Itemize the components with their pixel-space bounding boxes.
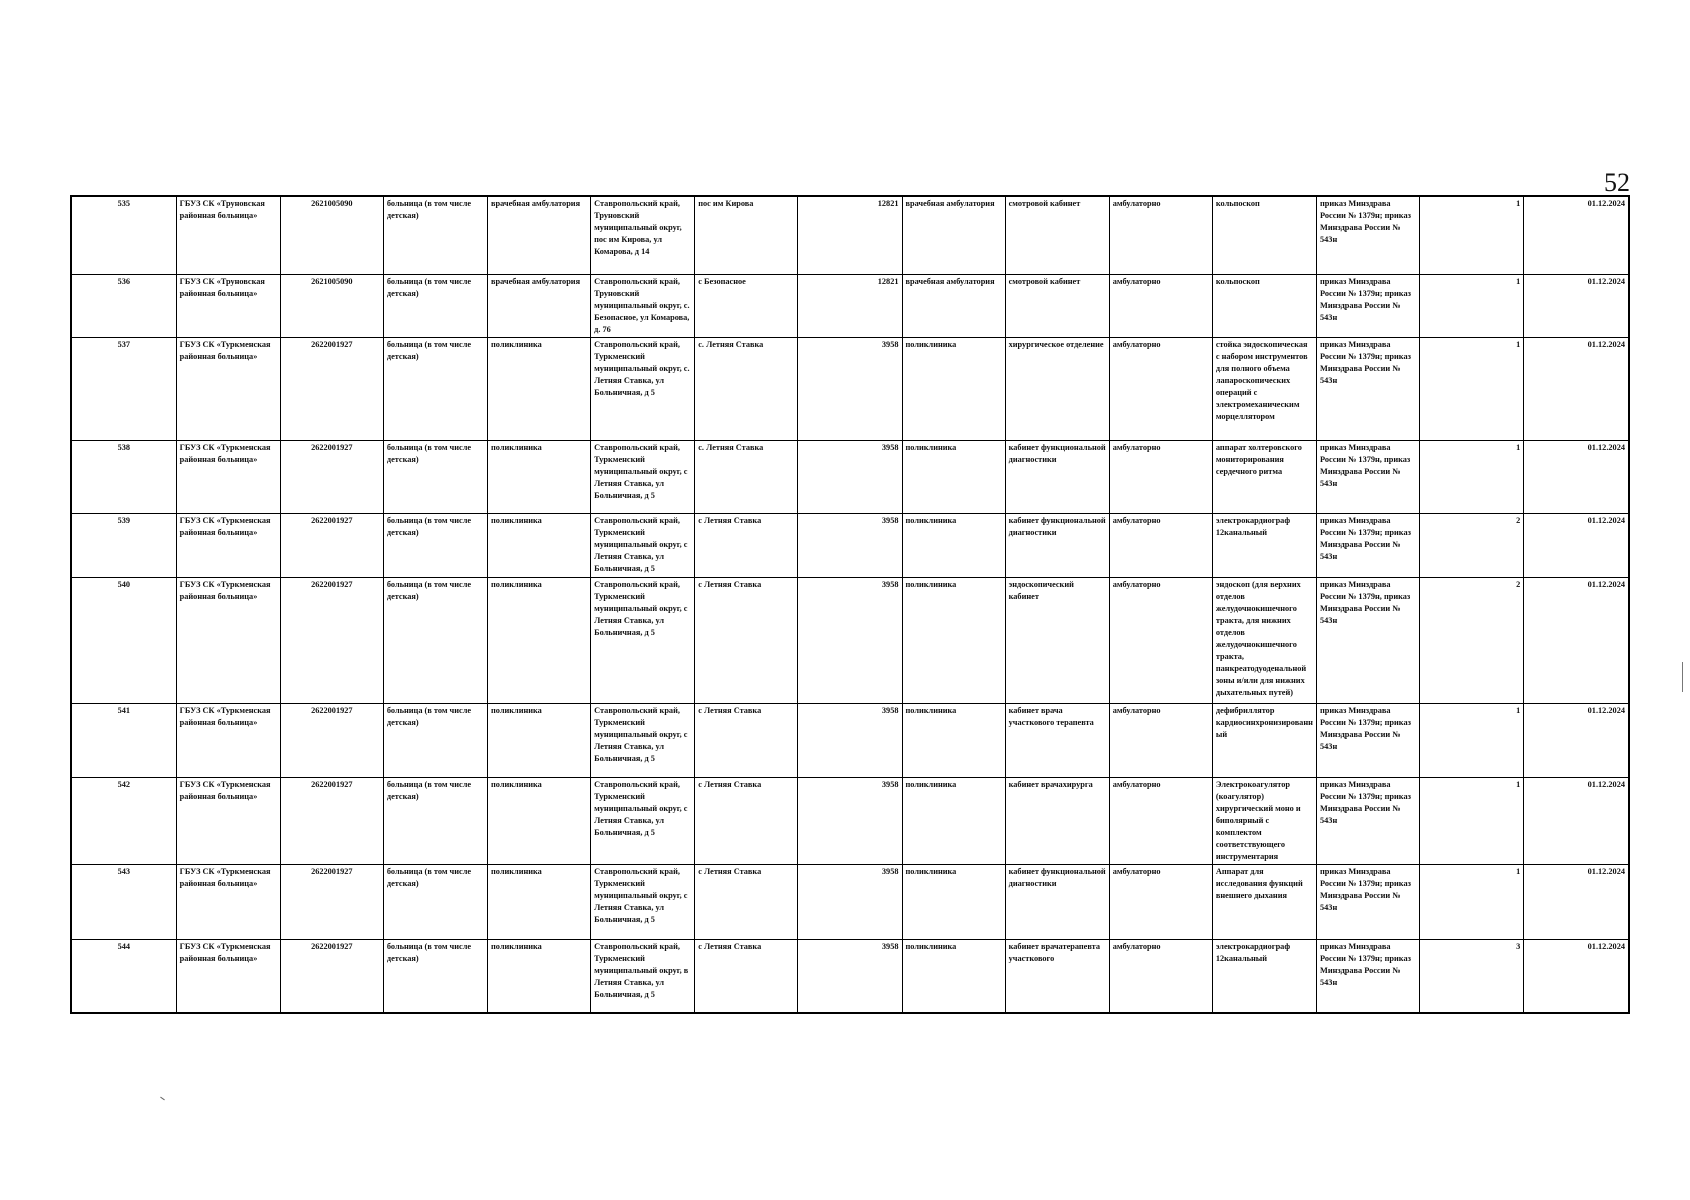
- locality-cell: с Летняя Ставка: [695, 864, 798, 939]
- page-number: 52: [1604, 168, 1630, 197]
- row-number-cell: 541: [71, 703, 176, 777]
- unit-code-cell: 3958: [798, 703, 902, 777]
- inn-cell: 2622001927: [280, 440, 383, 513]
- unit-code-cell: 3958: [798, 513, 902, 577]
- date-cell: 01.12.2024: [1524, 703, 1629, 777]
- unit-code-cell: 3958: [798, 939, 902, 1013]
- unit-type-cell: поликлиника: [488, 577, 591, 703]
- address-cell: Ставропольский край, Труновский муниципальный округ, пос им Кирова, ул Комарова, д 14: [591, 196, 695, 274]
- table-row: [71, 440, 1629, 513]
- equipment-cell: кольпоскоп: [1212, 196, 1316, 274]
- table-row: [71, 337, 1629, 440]
- legal-basis-cell: приказ Минздрава России № 1379н, приказ Минздрава России № 543н: [1317, 440, 1420, 513]
- table-row: [71, 939, 1629, 1013]
- address-cell: Ставропольский край, Туркменский муниципальный округ, с Летняя Ставка, ул Больничная, д 5: [591, 777, 695, 864]
- organization-cell: ГБУЗ СК «Туркменская районная больница»: [176, 577, 280, 703]
- unit-code-cell: 3958: [798, 864, 902, 939]
- organization-type-cell: больница (в том числе детская): [383, 703, 487, 777]
- locality-cell: пос им Кирова: [695, 196, 798, 274]
- unit-name-cell: поликлиника: [902, 513, 1005, 577]
- inn-cell: 2622001927: [280, 513, 383, 577]
- room-cell: эндоскопический кабинет: [1005, 577, 1109, 703]
- legal-basis-cell: приказ Минздрава России № 1379н; приказ Минздрава России № 543н: [1317, 196, 1420, 274]
- equipment-cell: Электрокоагулятор (коагулятор) хирургический моно и биполярный с комплектом соответствующего инструментария: [1212, 777, 1316, 864]
- inn-cell: 2622001927: [280, 703, 383, 777]
- inn-cell: 2621005090: [280, 274, 383, 337]
- care-mode-cell: амбулаторно: [1109, 274, 1212, 337]
- locality-cell: с. Летняя Ставка: [695, 440, 798, 513]
- unit-name-cell: поликлиника: [902, 939, 1005, 1013]
- organization-type-cell: больница (в том числе детская): [383, 440, 487, 513]
- unit-code-cell: 3958: [798, 577, 902, 703]
- organization-cell: ГБУЗ СК «Туркменская районная больница»: [176, 703, 280, 777]
- unit-code-cell: 3958: [798, 440, 902, 513]
- organization-type-cell: больница (в том числе детская): [383, 274, 487, 337]
- equipment-cell: Аппарат для исследования функций внешнего дыхания: [1212, 864, 1316, 939]
- date-cell: 01.12.2024: [1524, 513, 1629, 577]
- table-row: [71, 274, 1629, 337]
- organization-type-cell: больница (в том числе детская): [383, 939, 487, 1013]
- organization-type-cell: больница (в том числе детская): [383, 777, 487, 864]
- care-mode-cell: амбулаторно: [1109, 939, 1212, 1013]
- unit-name-cell: поликлиника: [902, 703, 1005, 777]
- inn-cell: 2622001927: [280, 939, 383, 1013]
- organization-cell: ГБУЗ СК «Труновская районная больница»: [176, 196, 280, 274]
- row-number-cell: 543: [71, 864, 176, 939]
- table-row: [71, 513, 1629, 577]
- equipment-cell: аппарат холтеровского мониторирования сердечного ритма: [1212, 440, 1316, 513]
- legal-basis-cell: приказ Минздрава России № 1379н; приказ Минздрава России № 543н: [1317, 274, 1420, 337]
- legal-basis-cell: приказ Минздрава России № 1379н; приказ Минздрава России № 543н: [1317, 703, 1420, 777]
- unit-name-cell: поликлиника: [902, 337, 1005, 440]
- locality-cell: с Летняя Ставка: [695, 513, 798, 577]
- row-number-cell: 542: [71, 777, 176, 864]
- room-cell: кабинет врачахирурга: [1005, 777, 1109, 864]
- unit-name-cell: поликлиника: [902, 577, 1005, 703]
- quantity-cell: 2: [1420, 577, 1524, 703]
- care-mode-cell: амбулаторно: [1109, 864, 1212, 939]
- locality-cell: с Летняя Ставка: [695, 939, 798, 1013]
- legal-basis-cell: приказ Минздрава России № 1379н; приказ Минздрава России № 543н: [1317, 939, 1420, 1013]
- table-row: [71, 864, 1629, 939]
- locality-cell: с Летняя Ставка: [695, 577, 798, 703]
- room-cell: кабинет врача участкового терапевта: [1005, 703, 1109, 777]
- inn-cell: 2621005090: [280, 196, 383, 274]
- inn-cell: 2622001927: [280, 777, 383, 864]
- unit-code-cell: 12821: [798, 196, 902, 274]
- address-cell: Ставропольский край, Туркменский муниципальный округ, с Летняя Ставка, ул Больничная, д 5: [591, 864, 695, 939]
- quantity-cell: 1: [1420, 274, 1524, 337]
- room-cell: кабинет врачатерапевта участкового: [1005, 939, 1109, 1013]
- organization-cell: ГБУЗ СК «Труновская районная больница»: [176, 274, 280, 337]
- inn-cell: 2622001927: [280, 337, 383, 440]
- quantity-cell: 1: [1420, 864, 1524, 939]
- table-row: [71, 577, 1629, 703]
- equipment-cell: кольпоскоп: [1212, 274, 1316, 337]
- organization-cell: ГБУЗ СК «Туркменская районная больница»: [176, 337, 280, 440]
- unit-type-cell: поликлиника: [488, 864, 591, 939]
- row-number-cell: 537: [71, 337, 176, 440]
- legal-basis-cell: приказ Минздрава России № 1379н; приказ Минздрава России № 543н: [1317, 513, 1420, 577]
- room-cell: смотровой кабинет: [1005, 274, 1109, 337]
- inn-cell: 2622001927: [280, 577, 383, 703]
- unit-type-cell: поликлиника: [488, 513, 591, 577]
- equipment-cell: электрокардиограф 12канальный: [1212, 513, 1316, 577]
- care-mode-cell: амбулаторно: [1109, 337, 1212, 440]
- unit-type-cell: поликлиника: [488, 939, 591, 1013]
- scan-dot: [160, 1097, 165, 1101]
- row-number-cell: 544: [71, 939, 176, 1013]
- unit-type-cell: врачебная амбулатория: [488, 196, 591, 274]
- equipment-register-table: [70, 195, 1630, 1014]
- unit-type-cell: поликлиника: [488, 703, 591, 777]
- organization-type-cell: больница (в том числе детская): [383, 864, 487, 939]
- date-cell: 01.12.2024: [1524, 864, 1629, 939]
- date-cell: 01.12.2024: [1524, 337, 1629, 440]
- address-cell: Ставропольский край, Туркменский муниципальный округ, в Летняя Ставка, ул Больничная, д 5: [591, 939, 695, 1013]
- organization-type-cell: больница (в том числе детская): [383, 196, 487, 274]
- row-number-cell: 539: [71, 513, 176, 577]
- table-row: [71, 777, 1629, 864]
- date-cell: 01.12.2024: [1524, 440, 1629, 513]
- locality-cell: с Безопасное: [695, 274, 798, 337]
- care-mode-cell: амбулаторно: [1109, 513, 1212, 577]
- care-mode-cell: амбулаторно: [1109, 703, 1212, 777]
- address-cell: Ставропольский край, Туркменский муниципальный округ, с Летняя Ставка, ул Больничная, д 5: [591, 577, 695, 703]
- room-cell: кабинет функциональной диагностики: [1005, 440, 1109, 513]
- room-cell: хирургическое отделение: [1005, 337, 1109, 440]
- date-cell: 01.12.2024: [1524, 196, 1629, 274]
- care-mode-cell: амбулаторно: [1109, 577, 1212, 703]
- unit-name-cell: врачебная амбулатория: [902, 196, 1005, 274]
- row-number-cell: 540: [71, 577, 176, 703]
- legal-basis-cell: приказ Минздрава России № 1379н, приказ Минздрава России № 543н: [1317, 577, 1420, 703]
- organization-cell: ГБУЗ СК «Туркменская районная больница»: [176, 440, 280, 513]
- quantity-cell: 1: [1420, 440, 1524, 513]
- organization-cell: ГБУЗ СК «Туркменская районная больница»: [176, 864, 280, 939]
- room-cell: кабинет функциональной диагностики: [1005, 513, 1109, 577]
- table-row: [71, 703, 1629, 777]
- locality-cell: с Летняя Ставка: [695, 777, 798, 864]
- address-cell: Ставропольский край, Туркменский муниципальный округ, с Летняя Ставка, ул Больничная, д 5: [591, 703, 695, 777]
- unit-name-cell: врачебная амбулатория: [902, 274, 1005, 337]
- table-row: [71, 196, 1629, 274]
- unit-name-cell: поликлиника: [902, 777, 1005, 864]
- organization-type-cell: больница (в том числе детская): [383, 577, 487, 703]
- unit-type-cell: поликлиника: [488, 777, 591, 864]
- care-mode-cell: амбулаторно: [1109, 777, 1212, 864]
- organization-cell: ГБУЗ СК «Туркменская районная больница»: [176, 777, 280, 864]
- row-number-cell: 536: [71, 274, 176, 337]
- equipment-cell: электрокардиограф 12канальный: [1212, 939, 1316, 1013]
- unit-type-cell: врачебная амбулатория: [488, 274, 591, 337]
- address-cell: Ставропольский край, Туркменский муниципальный округ, с Летняя Ставка, ул Больничная, д 5: [591, 440, 695, 513]
- quantity-cell: 1: [1420, 196, 1524, 274]
- unit-code-cell: 3958: [798, 777, 902, 864]
- row-number-cell: 538: [71, 440, 176, 513]
- unit-type-cell: поликлиника: [488, 337, 591, 440]
- organization-cell: ГБУЗ СК «Туркменская районная больница»: [176, 939, 280, 1013]
- address-cell: Ставропольский край, Труновский муниципальный округ, с. Безопасное, ул Комарова, д. 76: [591, 274, 695, 337]
- quantity-cell: 1: [1420, 777, 1524, 864]
- room-cell: кабинет функциональной диагностики: [1005, 864, 1109, 939]
- inn-cell: 2622001927: [280, 864, 383, 939]
- equipment-cell: дефибриллятор кардиосинхронизированный: [1212, 703, 1316, 777]
- date-cell: 01.12.2024: [1524, 274, 1629, 337]
- address-cell: Ставропольский край, Туркменский муниципальный округ, с. Летняя Ставка, ул Больничная, д 5: [591, 337, 695, 440]
- unit-name-cell: поликлиника: [902, 440, 1005, 513]
- room-cell: смотровой кабинет: [1005, 196, 1109, 274]
- locality-cell: с Летняя Ставка: [695, 703, 798, 777]
- equipment-cell: стойка эндоскопическая с набором инструментов для полного объема лапароскопических операций с электромеханическим морцеллятором: [1212, 337, 1316, 440]
- quantity-cell: 2: [1420, 513, 1524, 577]
- row-number-cell: 535: [71, 196, 176, 274]
- legal-basis-cell: приказ Минздрава России № 1379н; приказ Минздрава России № 543н: [1317, 337, 1420, 440]
- date-cell: 01.12.2024: [1524, 939, 1629, 1013]
- date-cell: 01.12.2024: [1524, 777, 1629, 864]
- scan-mark: [1682, 662, 1683, 692]
- legal-basis-cell: приказ Минздрава России № 1379н; приказ Минздрава России № 543н: [1317, 777, 1420, 864]
- unit-name-cell: поликлиника: [902, 864, 1005, 939]
- address-cell: Ставропольский край, Туркменский муниципальный округ, с Летняя Ставка, ул Больничная, д 5: [591, 513, 695, 577]
- organization-type-cell: больница (в том числе детская): [383, 337, 487, 440]
- care-mode-cell: амбулаторно: [1109, 196, 1212, 274]
- care-mode-cell: амбулаторно: [1109, 440, 1212, 513]
- organization-cell: ГБУЗ СК «Туркменская районная больница»: [176, 513, 280, 577]
- unit-type-cell: поликлиника: [488, 440, 591, 513]
- equipment-cell: эндоскоп (для верхних отделов желудочнокишечного тракта, для нижних отделов желудочнокишечного тракта, панкреатодуоденальной зоны и/или для нижних дыхательных путей): [1212, 577, 1316, 703]
- quantity-cell: 1: [1420, 337, 1524, 440]
- legal-basis-cell: приказ Минздрава России № 1379н; приказ Минздрава России № 543н: [1317, 864, 1420, 939]
- quantity-cell: 1: [1420, 703, 1524, 777]
- date-cell: 01.12.2024: [1524, 577, 1629, 703]
- quantity-cell: 3: [1420, 939, 1524, 1013]
- organization-type-cell: больница (в том числе детская): [383, 513, 487, 577]
- locality-cell: с. Летняя Ставка: [695, 337, 798, 440]
- unit-code-cell: 12821: [798, 274, 902, 337]
- unit-code-cell: 3958: [798, 337, 902, 440]
